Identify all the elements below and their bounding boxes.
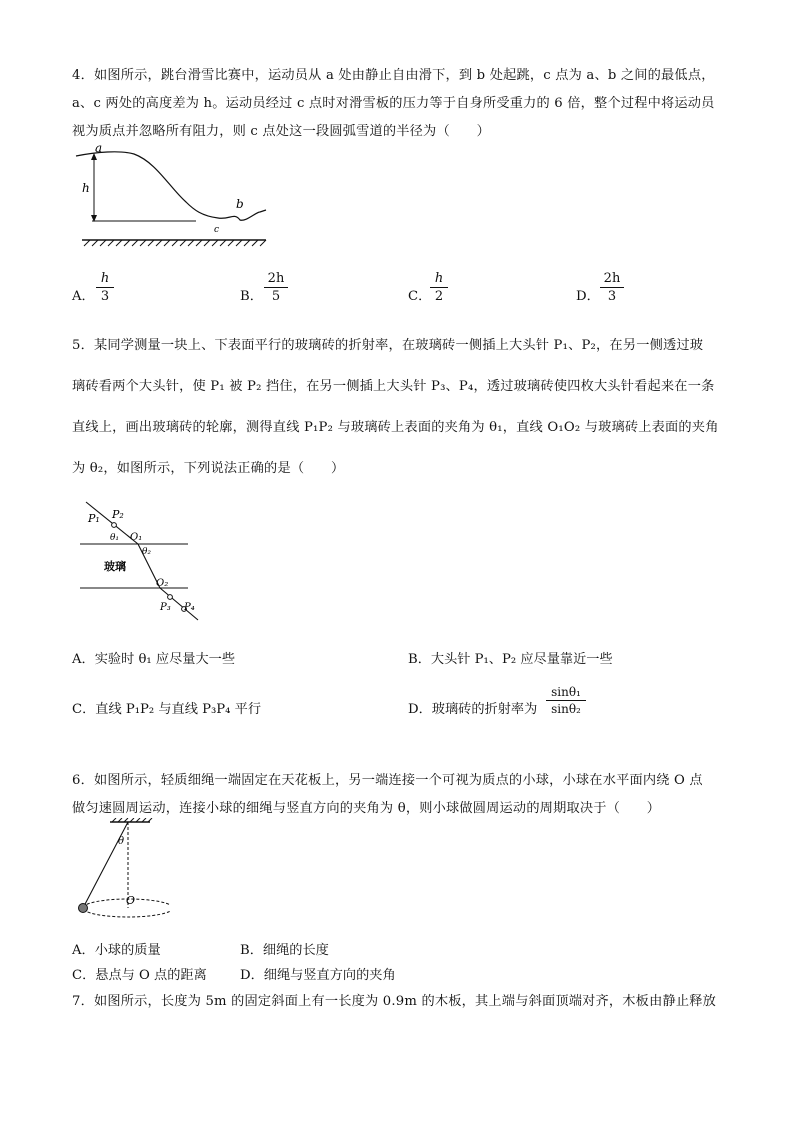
- numerator: 2h: [603, 271, 621, 286]
- label-o1: O₁: [130, 532, 143, 543]
- q4-text-line-1: 4．如图所示，跳台滑雪比赛中，运动员从 a 处由静止自由滑下，到 b 处起跳，c 点为 a、b 之间的最低点，: [72, 68, 715, 83]
- q4-option-a-fraction[interactable]: [96, 271, 114, 304]
- option-letter: B．: [240, 943, 263, 958]
- fraction-bar: [430, 287, 448, 288]
- denominator: sinθ₂: [551, 702, 581, 716]
- option-letter: A．: [72, 652, 95, 667]
- label-o: O: [126, 894, 136, 907]
- label-o2: O₂: [156, 578, 169, 589]
- option-text: 直线 P₁P₂ 与直线 P₃P₄ 平行: [95, 702, 262, 717]
- q6-option-d[interactable]: [240, 964, 396, 983]
- fraction-bar: [600, 287, 624, 288]
- option-text: 细绳的长度: [262, 943, 329, 958]
- option-text: 小球的质量: [94, 943, 161, 958]
- ski-jump-figure: [68, 140, 278, 252]
- option-text: 实验时 θ₁ 应尽量大一些: [94, 652, 236, 667]
- q5-option-d-fraction[interactable]: [546, 685, 586, 716]
- q5-option-c[interactable]: [72, 698, 261, 717]
- label-p4: P₄: [184, 602, 195, 613]
- numerator: 2h: [267, 271, 285, 286]
- label-glass: 玻璃: [104, 560, 126, 573]
- q5-text-line-2: 璃砖看两个大头针，使 P₁ 被 P₂ 挡住，在另一侧插上大头针 P₃、P₄，透过玻璃砖使四枚大头针看起来在一条: [72, 379, 715, 394]
- q4-text-line-3: 视为质点并忽略所有阻力，则 c 点处这一段圆弧雪道的半径为（ ）: [72, 124, 490, 139]
- q5-text-line-3: 直线上，画出玻璃砖的轮廓，测得直线 P₁P₂ 与玻璃砖上表面的夹角为 θ₁，直线 O₁O₂ 与玻璃砖上表面的夹角: [72, 420, 719, 435]
- option-text: 细绳与竖直方向的夹角: [263, 968, 396, 983]
- label-theta2: θ₂: [142, 547, 152, 557]
- string-line: [83, 822, 128, 908]
- q5-text-line-1: 5．某同学测量一块上、下表面平行的玻璃砖的折射率，在玻璃砖一侧插上大头针 P₁、P₂，在另一侧透过玻: [72, 338, 704, 353]
- denominator: 3: [607, 289, 617, 304]
- pin-p2-icon: [112, 523, 117, 528]
- q7-text-line-1: 7．如图所示，长度为 5m 的固定斜面上有一长度为 0.9m 的木板，其上端与斜面顶端对齐，木板由静止释放: [72, 994, 717, 1009]
- option-letter: C．: [72, 702, 96, 717]
- q4-option-b-fraction[interactable]: [264, 271, 288, 304]
- option-letter: A．: [72, 943, 95, 958]
- q5-option-a[interactable]: [72, 648, 235, 667]
- option-text: 大头针 P₁、P₂ 应尽量靠近一些: [430, 652, 613, 667]
- option-letter: D．: [240, 968, 264, 983]
- label-p1: P₁: [88, 512, 100, 525]
- q4-option-c-fraction[interactable]: [430, 271, 448, 304]
- q5-text-line-4: 为 θ₂，如图所示，下列说法正确的是（ ）: [72, 461, 345, 476]
- q6-text-line-2: 做匀速圆周运动，连接小球的细绳与竖直方向的夹角为 θ，则小球做圆周运动的周期取决于（ ）: [72, 801, 661, 816]
- option-letter: C．: [72, 968, 96, 983]
- label-c: c: [214, 225, 220, 235]
- q6-option-a[interactable]: [72, 939, 161, 958]
- fraction-bar: [264, 287, 288, 288]
- fraction-bar: [546, 700, 586, 701]
- q4-option-a-letter[interactable]: A．: [72, 289, 95, 304]
- q4-option-b-letter[interactable]: B．: [240, 289, 263, 304]
- fraction-bar: [96, 287, 114, 288]
- option-letter: D．: [408, 702, 432, 717]
- label-p3: P₃: [160, 602, 171, 613]
- option-letter: B．: [408, 652, 431, 667]
- label-a: a: [95, 141, 103, 155]
- ground-hatching: [84, 240, 266, 246]
- q6-option-b[interactable]: [240, 939, 329, 958]
- denominator: 3: [100, 289, 110, 304]
- q4-option-c-letter[interactable]: C．: [408, 289, 432, 304]
- label-p2: P₂: [112, 508, 124, 521]
- q4-option-d-letter[interactable]: D．: [576, 289, 600, 304]
- ball-icon: [79, 904, 88, 913]
- label-theta1: θ₁: [110, 533, 120, 543]
- glass-refraction-figure: [72, 496, 202, 626]
- denominator: 2: [434, 289, 444, 304]
- q4-option-d-fraction[interactable]: [600, 271, 624, 304]
- conical-pendulum-figure: [70, 818, 170, 924]
- q5-option-b[interactable]: [408, 648, 613, 667]
- option-text: 玻璃砖的折射率为: [431, 702, 538, 717]
- q6-text-line-1: 6．如图所示，轻质细绳一端固定在天花板上，另一端连接一个可视为质点的小球，小球在水平面内绕 O 点: [72, 773, 703, 788]
- label-theta: θ: [118, 836, 125, 847]
- option-text: 悬点与 O 点的距离: [95, 968, 207, 983]
- label-b: b: [236, 197, 244, 211]
- denominator: 5: [271, 289, 281, 304]
- q4-text-line-2: a、c 两处的高度差为 h。运动员经过 c 点时对滑雪板的压力等于自身所受重力的 6 倍，整个过程中将运动员: [72, 96, 715, 111]
- pin-p3-icon: [168, 595, 173, 600]
- q6-option-c[interactable]: [72, 964, 207, 983]
- numerator: h: [434, 271, 444, 286]
- numerator: sinθ₁: [551, 685, 581, 699]
- q5-option-d[interactable]: [408, 698, 537, 717]
- label-h: h: [82, 181, 90, 195]
- numerator: h: [100, 271, 110, 286]
